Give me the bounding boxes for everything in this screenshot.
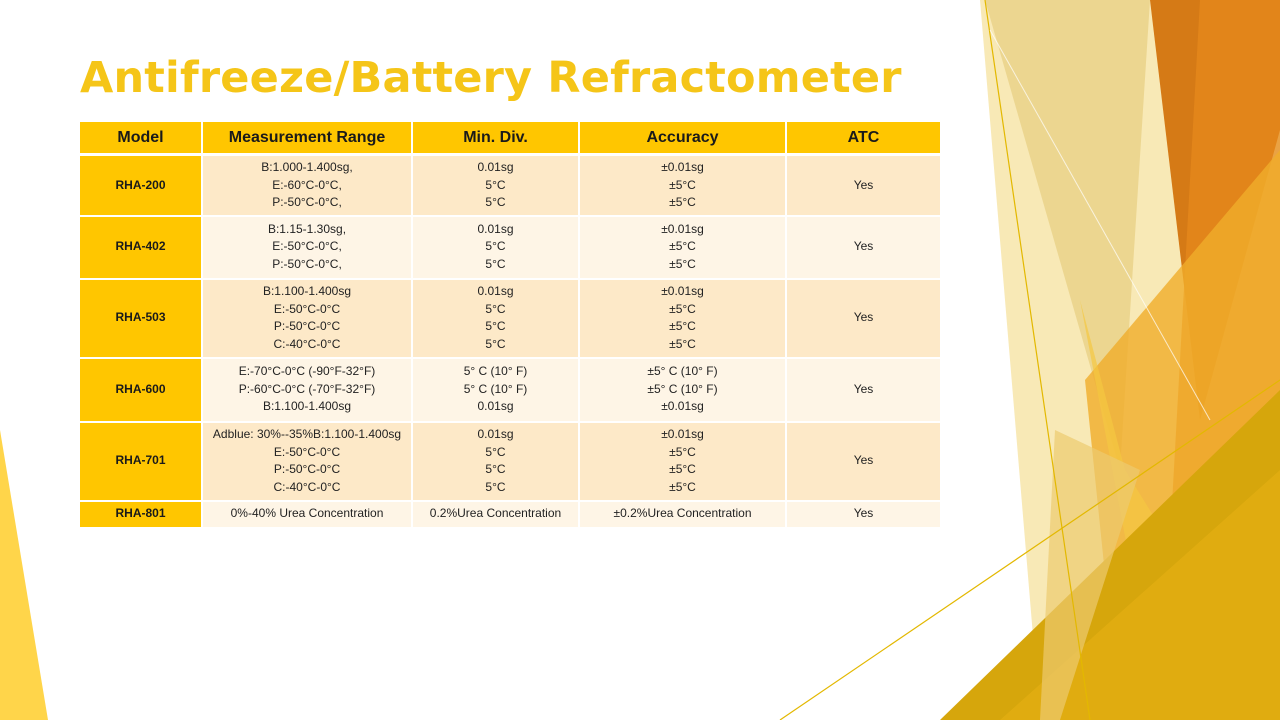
accuracy-line: ±5° C (10° F) — [647, 381, 718, 396]
range-cell — [202, 155, 412, 216]
range-line: C:-40°C-0°C — [273, 336, 341, 351]
div-cell — [412, 422, 579, 501]
accuracy-cell — [579, 155, 786, 216]
accuracy-cell — [579, 279, 786, 358]
range-cell — [202, 422, 412, 501]
range-line: P:-50°C-0°C, — [272, 256, 342, 271]
accuracy-line: ±0.01sg — [661, 427, 704, 441]
accuracy-cell — [579, 216, 786, 279]
accuracy-line: ±0.01sg — [661, 160, 704, 174]
header-atc: ATC — [786, 122, 941, 155]
accuracy-line: ±5°C — [669, 479, 696, 494]
spec-table — [80, 122, 942, 529]
div-line: 5°C — [485, 177, 506, 192]
range-line: B:1.15-1.30sg, — [267, 221, 347, 236]
table-row — [80, 501, 941, 528]
accuracy-line: ±5°C — [669, 239, 696, 254]
range-cell — [202, 279, 412, 358]
accuracy-line: ±0.01sg — [661, 221, 704, 236]
range-line: P:-50°C-0°C — [273, 462, 341, 476]
accuracy-line: ±5° C (10° F) — [647, 364, 718, 379]
range-cell — [202, 216, 412, 279]
range-line: B:1.100-1.400sg — [262, 284, 352, 298]
range-line: E:-50°C-0°C, — [272, 239, 342, 254]
model-cell: RHA-503 — [80, 279, 202, 358]
range-line: P:-50°C-0°C — [273, 319, 341, 333]
accuracy-cell — [579, 422, 786, 501]
div-line: 0.01sg — [477, 160, 514, 174]
accuracy-line: ±5°C — [669, 195, 696, 209]
div-line: 5°C — [485, 479, 506, 494]
range-line: E:-50°C-0°C — [273, 444, 341, 459]
div-cell — [412, 358, 579, 422]
div-line: 5°C — [485, 319, 506, 333]
accuracy-line: ±5°C — [669, 256, 696, 271]
accuracy-cell — [579, 501, 786, 528]
range-line: 0%-40% Urea Concentration — [230, 506, 384, 521]
div-line: 5°C — [485, 195, 506, 209]
div-line: 5°C — [485, 462, 506, 476]
model-cell: RHA-600 — [80, 358, 202, 422]
atc-cell: Yes — [786, 279, 941, 358]
div-line: 5°C — [485, 256, 506, 271]
accuracy-cell — [579, 358, 786, 422]
table-row — [80, 279, 941, 358]
range-cell — [202, 501, 412, 528]
model-cell: RHA-801 — [80, 501, 202, 528]
atc-cell: Yes — [786, 155, 941, 216]
div-cell — [412, 501, 579, 528]
range-line: E:-50°C-0°C — [273, 301, 341, 316]
table-row — [80, 358, 941, 422]
range-line: P:-50°C-0°C, — [272, 195, 342, 209]
div-line: 5°C — [485, 239, 506, 254]
atc-cell: Yes — [786, 216, 941, 279]
div-cell — [412, 155, 579, 216]
accuracy-line: ±5°C — [669, 336, 696, 351]
table-header-row — [80, 122, 941, 155]
accuracy-line: ±5°C — [669, 462, 696, 476]
accuracy-line: ±0.2%Urea Concentration — [613, 506, 752, 521]
table-row — [80, 422, 941, 501]
accuracy-line: ±5°C — [669, 444, 696, 459]
range-line: Adblue: 30%--35%B:1.100-1.400sg — [212, 427, 402, 441]
range-line: B:1.100-1.400sg — [262, 399, 352, 414]
div-line: 0.2%Urea Concentration — [429, 506, 562, 521]
slide-title: Antifreeze/Battery Refractometer — [80, 53, 902, 103]
header-min-div: Min. Div. — [412, 122, 579, 155]
div-line: 5° C (10° F) — [463, 364, 528, 379]
div-line: 0.01sg — [477, 221, 514, 236]
accuracy-line: ±5°C — [669, 319, 696, 333]
div-line: 0.01sg — [477, 427, 514, 441]
div-line: 5°C — [485, 444, 506, 459]
table-row — [80, 155, 941, 216]
range-line: P:-60°C-0°C (-70°F-32°F) — [238, 381, 376, 396]
div-cell — [412, 216, 579, 279]
accuracy-line: ±0.01sg — [661, 399, 704, 414]
atc-cell: Yes — [786, 358, 941, 422]
div-line: 5°C — [485, 336, 506, 351]
atc-cell: Yes — [786, 501, 941, 528]
table-row — [80, 216, 941, 279]
accuracy-line: ±0.01sg — [661, 284, 704, 298]
header-accuracy: Accuracy — [579, 122, 786, 155]
range-line: E:-60°C-0°C, — [272, 177, 342, 192]
div-line: 0.01sg — [477, 399, 514, 414]
atc-cell: Yes — [786, 422, 941, 501]
model-cell: RHA-402 — [80, 216, 202, 279]
div-line: 0.01sg — [477, 284, 514, 298]
range-line: B:1.000-1.400sg, — [261, 160, 353, 174]
header-measurement-range: Measurement Range — [202, 122, 412, 155]
model-cell: RHA-200 — [80, 155, 202, 216]
range-line: E:-70°C-0°C (-90°F-32°F) — [238, 364, 376, 379]
accuracy-line: ±5°C — [669, 301, 696, 316]
left-yellow-shape — [0, 430, 48, 720]
range-line: C:-40°C-0°C — [273, 479, 341, 494]
header-model: Model — [80, 122, 202, 155]
div-line: 5° C (10° F) — [463, 381, 528, 396]
range-cell — [202, 358, 412, 422]
accuracy-line: ±5°C — [669, 177, 696, 192]
model-cell: RHA-701 — [80, 422, 202, 501]
div-cell — [412, 279, 579, 358]
div-line: 5°C — [485, 301, 506, 316]
